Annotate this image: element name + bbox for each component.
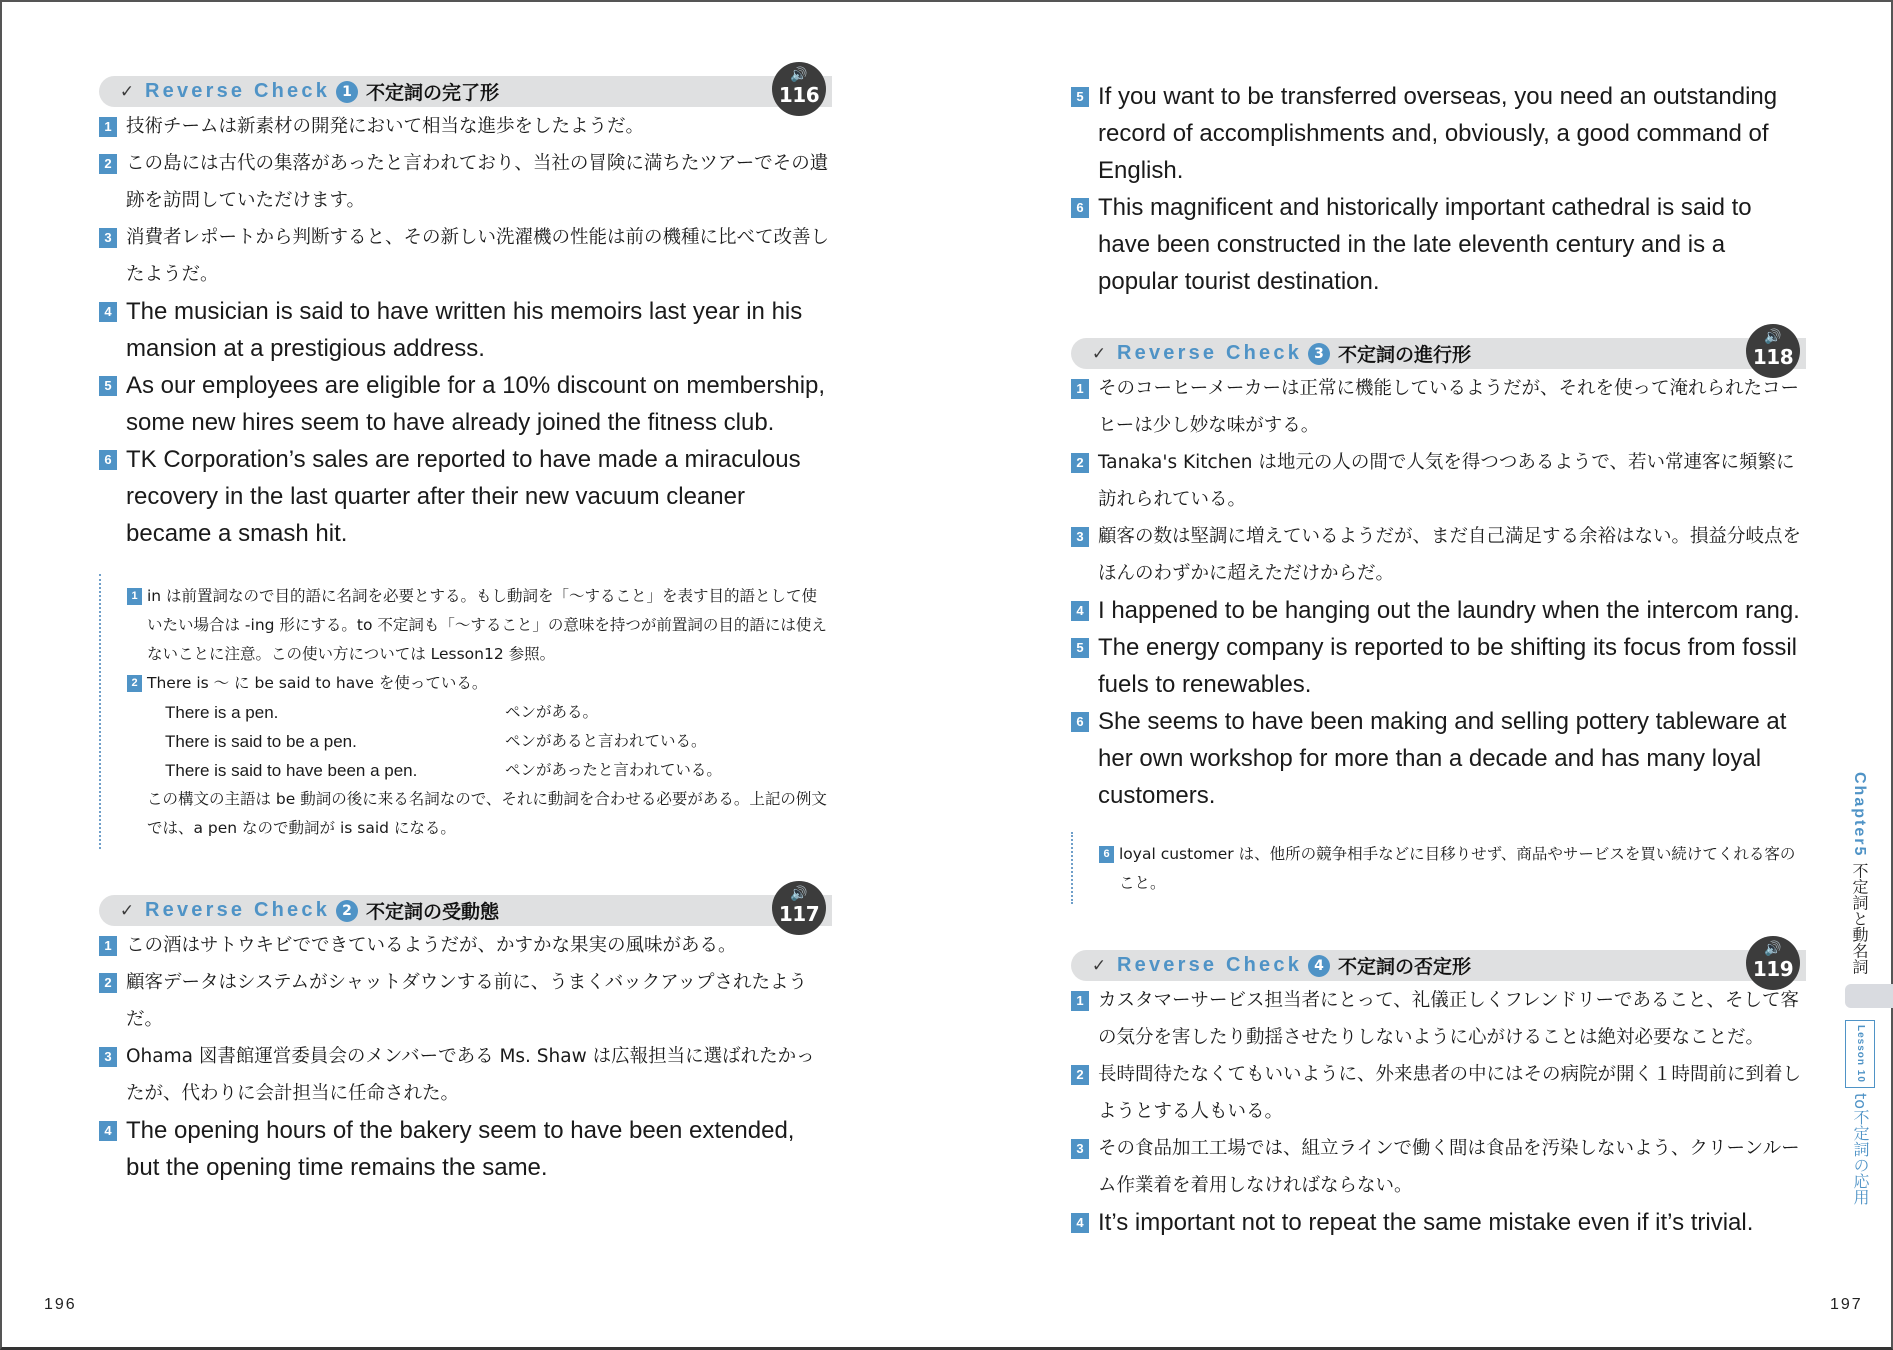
speaker-icon: 🔊	[790, 886, 808, 902]
list-item: 1 カスタマーサービス担当者にとって、礼儀正しくフレンドリーであること、そして客の気分を害したり動揺させたりしないように心がけることは絶対必要なことだ。	[1071, 982, 1806, 1056]
list-item: 2 顧客データはシステムがシャットダウンする前に、うまくバックアップされたようだ。	[99, 964, 832, 1038]
reverse-check-header-1	[99, 60, 832, 106]
track-number: 117	[778, 902, 820, 926]
list-item: 3 Ohama 図書館運営委員会のメンバーである Ms. Shaw は広報担当に選ばれたかったが、代わりに会計担当に任命された。	[99, 1038, 832, 1112]
list-item: 3 その食品加工工場では、組立ラインで働く間は食品を汚染しないよう、クリーンルーム作業着を着用しなければならない。	[1071, 1130, 1806, 1204]
example-row: There is said to be a pen. ペンがあると言われている。	[165, 732, 707, 751]
lesson-heading	[1845, 1020, 1875, 1205]
reverse-check-header-2	[99, 879, 832, 925]
check-icon: ✓	[119, 900, 135, 921]
check-icon: ✓	[119, 81, 135, 102]
reverse-check-label: Reverse Check	[1117, 954, 1303, 976]
chapter-label: Chapter5	[1851, 772, 1868, 858]
list-item: 6 TK Corporation’s sales are reported to have made a miraculous recovery in the last quarter after their new vacuum cleaner became a smash hit.	[99, 441, 832, 552]
note-line: 2 There is ～ に be said to have を使っている。	[127, 669, 832, 698]
list-item: 5 As our employees are eligible for a 10% discount on membership, some new hires seem to have already joined the fitness club.	[99, 367, 832, 441]
lesson-title: to不定詞の応用	[1851, 1093, 1870, 1206]
list-item: 1 この酒はサトウキビでできているようだが、かすかな果実の風味がある。	[99, 927, 832, 964]
list-item: 2 この島には古代の集落があったと言われており、当社の冒険に満ちたツアーでその遺跡を訪問していただけます。	[99, 145, 832, 219]
reverse-check-label: Reverse Check	[145, 899, 331, 921]
section-title: 不定詞の否定形	[1338, 956, 1472, 978]
list-item: 3 顧客の数は堅調に増えているようだが、まだ自己満足する余裕はない。損益分岐点をほんのわずかに超えただけからだ。	[1071, 518, 1806, 592]
reverse-check-label: Reverse Check	[1117, 342, 1303, 364]
right-page	[1071, 78, 1806, 1241]
list-item: 5 The energy company is reported to be shifting its focus from fossil fuels to renewables.	[1071, 629, 1806, 703]
reverse-check-header-3	[1071, 322, 1806, 368]
note-line: この構文の主語は be 動詞の後に来る名詞なので、それに動詞を合わせる必要がある。上記の例文では、a pen なので動詞が is said になる。	[147, 790, 827, 837]
list-item: 1 そのコーヒーメーカーは正常に機能しているようだが、それを使って淹れられたコーヒーは少し妙な味がする。	[1071, 370, 1806, 444]
list-item: 4 The opening hours of the bakery seem to have been extended, but the opening time remains the same.	[99, 1112, 832, 1186]
list-item: 1 技術チームは新素材の開発において相当な進歩をしたようだ。	[99, 108, 832, 145]
note-line: 1 in は前置詞なので目的語に名詞を必要とする。もし動詞を「～すること」を表す目的語として使いたい場合は -ing 形にする。to 不定詞も「～すること」の意味を持つが前置詞の目的語には使えないことに注意。この使い方については Lesson12 参照。	[127, 582, 832, 669]
reverse-check-header-4	[1071, 934, 1806, 980]
list-item: 5 If you want to be transferred overseas, you need an outstanding record of accomplishments and, obviously, a good command of English.	[1071, 78, 1806, 189]
section-number: 3	[1308, 343, 1330, 365]
track-number: 116	[778, 83, 820, 107]
page-number-right: 197	[1830, 1296, 1863, 1313]
speaker-icon: 🔊	[1764, 329, 1782, 345]
speaker-icon: 🔊	[1764, 941, 1782, 957]
section-title: 不定詞の完了形	[366, 82, 500, 104]
chapter-heading	[1845, 772, 1873, 974]
section-title: 不定詞の進行形	[1338, 344, 1472, 366]
list-item: 6 She seems to have been making and selling pottery tableware at her own workshop for more than a decade and has many loyal customers.	[1071, 703, 1806, 814]
list-item: 2 Tanaka's Kitchen は地元の人の間で人気を得つつあるようで、若い常連客に頻繁に訪れられている。	[1071, 444, 1806, 518]
section-number: 1	[336, 81, 358, 103]
list-item: 4 It’s important not to repeat the same mistake even if it’s trivial.	[1071, 1204, 1806, 1241]
thumb-index-tab	[1845, 984, 1893, 1008]
section-title: 不定詞の受動態	[366, 901, 500, 923]
reverse-check-label: Reverse Check	[145, 80, 331, 102]
grammar-note	[1071, 832, 1806, 904]
grammar-note	[99, 574, 832, 849]
example-row: There is a pen. ペンがある。	[165, 703, 599, 722]
page-number-left: 196	[44, 1296, 77, 1313]
note-line: 6 loyal customer は、他所の競争相手などに目移りせず、商品やサービスを買い続けてくれる客のこと。	[1099, 840, 1806, 898]
track-number: 119	[1752, 957, 1794, 981]
list-item: 4 The musician is said to have written his memoirs last year in his mansion at a prestigious address.	[99, 293, 832, 367]
check-icon: ✓	[1091, 343, 1107, 364]
lesson-label: Lesson 10	[1845, 1020, 1875, 1088]
track-number: 118	[1752, 345, 1794, 369]
chapter-title: 不定詞と動名詞	[1850, 862, 1869, 975]
list-item: 6 This magnificent and historically important cathedral is said to have been constructed in the late eleventh century and is a popular tourist destination.	[1071, 189, 1806, 300]
example-row: There is said to have been a pen. ペンがあったと言われている。	[165, 761, 722, 780]
check-icon: ✓	[1091, 955, 1107, 976]
section-number: 4	[1308, 955, 1330, 977]
list-item: 2 長時間待たなくてもいいように、外来患者の中にはその病院が開く１時間前に到着しようとする人もいる。	[1071, 1056, 1806, 1130]
list-item: 3 消費者レポートから判断すると、その新しい洗濯機の性能は前の機種に比べて改善したようだ。	[99, 219, 832, 293]
speaker-icon: 🔊	[790, 67, 808, 83]
left-page	[99, 60, 832, 1186]
section-number: 2	[336, 900, 358, 922]
chapter-side-tab	[1845, 772, 1879, 1206]
list-item: 4 I happened to be hanging out the laundry when the intercom rang.	[1071, 592, 1806, 629]
